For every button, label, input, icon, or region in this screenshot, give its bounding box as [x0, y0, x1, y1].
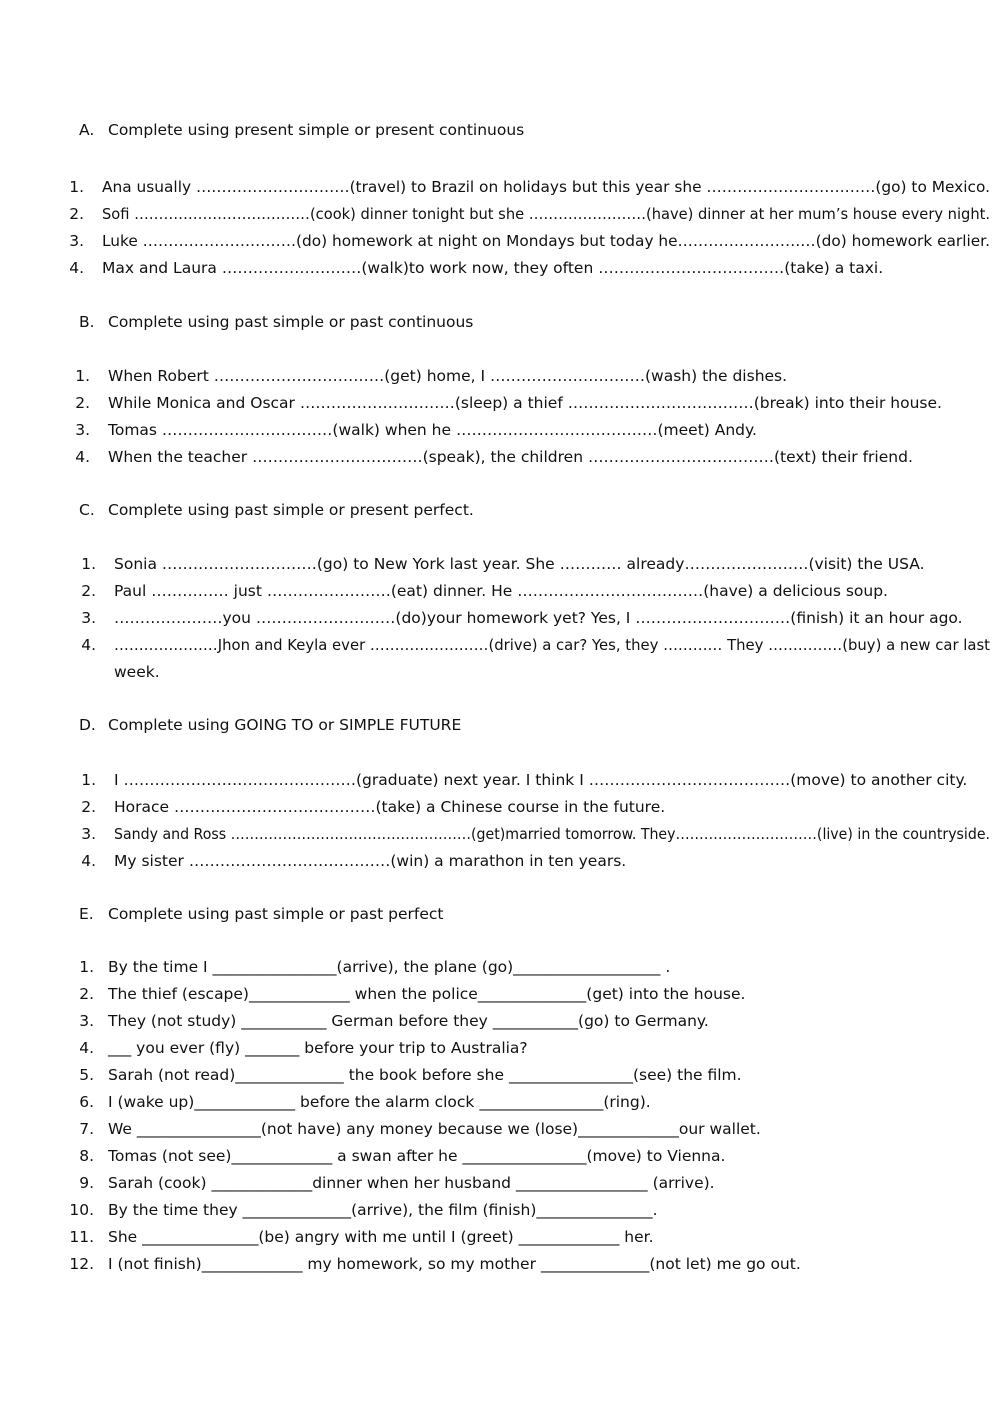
item-text: My sister …………………………………(win) a marathon in ten years.: [114, 852, 627, 870]
item-text: Luke …………………………(do) homework at night on Mondays but today he………………………(do) homework earlier.: [102, 232, 990, 250]
section-letter: C.: [79, 501, 95, 519]
item-text: By the time I ________________(arrive), the plane (go)___________________ .: [108, 958, 671, 976]
section-title: Complete using past simple or past perfect: [108, 905, 444, 923]
item-text: The thief (escape)_____________ when the police______________(get) into the house.: [108, 985, 746, 1003]
item-number: 4.: [81, 852, 96, 870]
item-number: 11.: [69, 1228, 94, 1246]
item-number: 6.: [79, 1093, 94, 1111]
item-continuation: week.: [114, 663, 160, 681]
item-number: 9.: [79, 1174, 94, 1192]
item-number: 2.: [79, 985, 94, 1003]
item-number: 4.: [81, 636, 96, 654]
section-letter: D.: [79, 716, 96, 734]
item-text: She _______________(be) angry with me until I (greet) _____________ her.: [108, 1228, 654, 1246]
item-number: 5.: [79, 1066, 94, 1084]
item-text: Sarah (not read)______________ the book before she ________________(see) the film.: [108, 1066, 742, 1084]
item-text: Max and Laura ………………………(walk)to work now, they often ………………………………(take) a taxi.: [102, 259, 884, 277]
section-letter: B.: [79, 313, 95, 331]
section-letter: A.: [79, 121, 95, 139]
item-text: Sarah (cook) _____________dinner when her husband _________________ (arrive).: [108, 1174, 715, 1192]
item-number: 1.: [69, 178, 84, 196]
section-title: Complete using past simple or present perfect.: [108, 501, 474, 519]
item-text: Sandy and Ross ……………………………………………(get)married tomorrow. They…………………………(live) in the countryside.: [114, 825, 991, 843]
item-number: 7.: [79, 1120, 94, 1138]
item-text: I (not finish)_____________ my homework, so my mother ______________(not let) me go out.: [108, 1255, 801, 1273]
item-text: Ana usually …………………………(travel) to Brazil on holidays but this year she ……………………………(go) to Mexico.: [102, 178, 990, 196]
item-number: 1.: [75, 367, 90, 385]
item-text: Tomas ……………………………(walk) when he …………………………………(meet) Andy.: [108, 421, 757, 439]
item-number: 4.: [79, 1039, 94, 1057]
item-text: When the teacher ……………………………(speak), the children ………………………………(text) their friend.: [108, 448, 913, 466]
item-number: 4.: [69, 259, 84, 277]
item-text: We ________________(not have) any money because we (lose)_____________our wallet.: [108, 1120, 761, 1138]
item-number: 3.: [81, 825, 96, 843]
item-text: Paul …………… just ……………………(eat) dinner. He ………………………………(have) a delicious soup.: [114, 582, 888, 600]
section-letter: E.: [79, 905, 94, 923]
item-number: 2.: [81, 798, 96, 816]
item-text: Sofi ………………………………(cook) dinner tonight but she ……………………(have) dinner at her mum’s house every night.: [102, 205, 991, 223]
item-number: 3.: [79, 1012, 94, 1030]
item-text: ___ you ever (fly) _______ before your trip to Australia?: [108, 1039, 528, 1057]
item-number: 3.: [81, 609, 96, 627]
item-number: 3.: [69, 232, 84, 250]
item-text: While Monica and Oscar …………………………(sleep) a thief ………………………………(break) into their house.: [108, 394, 942, 412]
item-text: Tomas (not see)_____________ a swan after he ________________(move) to Vienna.: [108, 1147, 726, 1165]
item-text: I ………………………………………(graduate) next year. I think I …………………………………(move) to another city.: [114, 771, 968, 789]
item-text: Sonia …………………………(go) to New York last year. She ………… already……………………(visit) the USA.: [114, 555, 925, 573]
item-text: …………………you ………………………(do)your homework yet? Yes, I …………………………(finish) it an hour ago.: [114, 609, 963, 627]
item-number: 1.: [81, 555, 96, 573]
item-number: 3.: [75, 421, 90, 439]
item-number: 4.: [75, 448, 90, 466]
item-text: By the time they ______________(arrive), the film (finish)_______________.: [108, 1201, 658, 1219]
item-text: …………………Jhon and Keyla ever ……………………(drive) a car? Yes, they ………… They ……………(buy) a new car last: [114, 636, 990, 654]
section-title: Complete using present simple or present continuous: [108, 121, 525, 139]
item-number: 1.: [79, 958, 94, 976]
item-text: They (not study) ___________ German before they ___________(go) to Germany.: [108, 1012, 709, 1030]
item-number: 12.: [69, 1255, 94, 1273]
item-number: 8.: [79, 1147, 94, 1165]
item-number: 1.: [81, 771, 96, 789]
item-number: 2.: [75, 394, 90, 412]
item-number: 2.: [69, 205, 84, 223]
item-number: 2.: [81, 582, 96, 600]
item-number: 10.: [69, 1201, 94, 1219]
item-text: I (wake up)_____________ before the alarm clock ________________(ring).: [108, 1093, 651, 1111]
item-text: Horace …………………………………(take) a Chinese course in the future.: [114, 798, 666, 816]
section-title: Complete using GOING TO or SIMPLE FUTURE: [108, 716, 462, 734]
item-text: When Robert ……………………………(get) home, I …………………………(wash) the dishes.: [108, 367, 788, 385]
section-title: Complete using past simple or past continuous: [108, 313, 474, 331]
